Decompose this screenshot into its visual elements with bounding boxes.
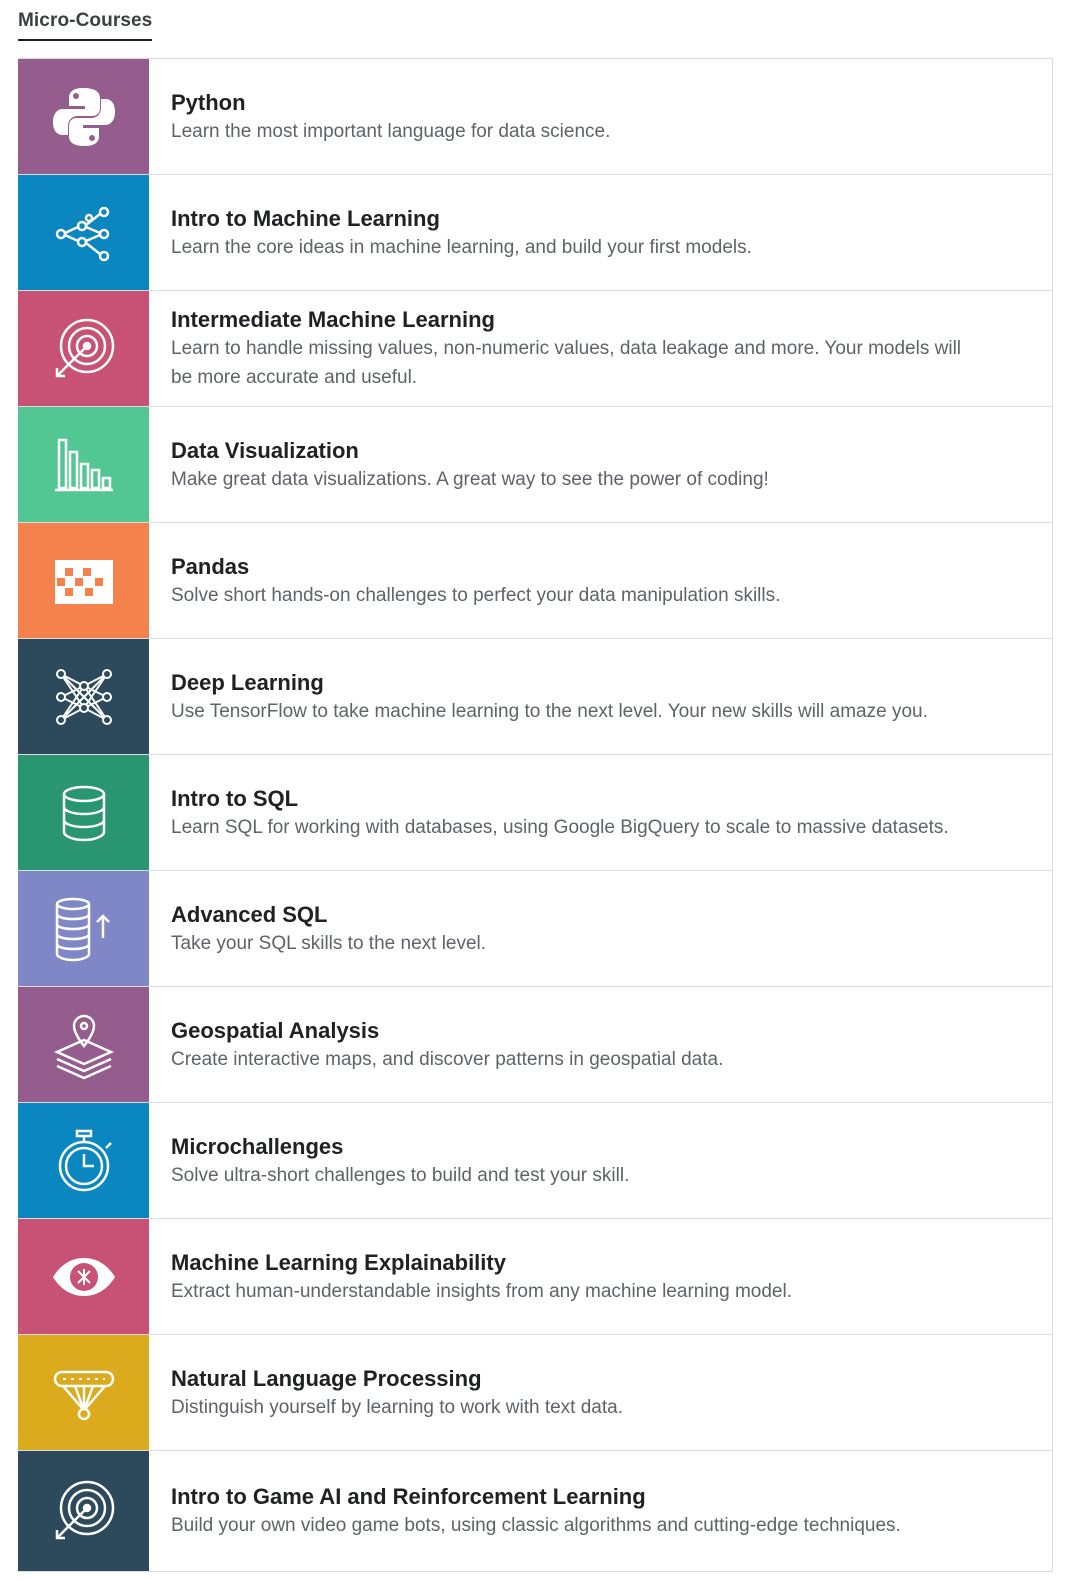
course-description: Solve short hands-on challenges to perfect your data manipulation skills. — [171, 584, 781, 606]
course-tile — [18, 523, 149, 638]
course-description: Learn SQL for working with databases, using Google BigQuery to scale to massive datasets. — [171, 816, 949, 838]
course-description: Solve ultra-short challenges to build and test your skill. — [171, 1164, 630, 1186]
course-description: Create interactive maps, and discover patterns in geospatial data. — [171, 1048, 724, 1070]
course-row-intermediate-ml[interactable] — [18, 291, 1052, 407]
course-description: Learn the core ideas in machine learning, and build your first models. — [171, 236, 752, 258]
course-row-intro-sql[interactable] — [18, 755, 1052, 871]
course-list — [18, 58, 1053, 1572]
course-title[interactable]: Pandas — [171, 553, 250, 579]
network-graph-icon — [49, 198, 119, 268]
course-description: Take your SQL skills to the next level. — [171, 932, 487, 954]
course-tile — [18, 755, 149, 870]
course-title[interactable]: Intro to Machine Learning — [171, 205, 440, 231]
course-title[interactable]: Intro to SQL — [171, 785, 299, 811]
course-row-ml-explainability[interactable] — [18, 1219, 1052, 1335]
course-tile — [18, 1103, 149, 1218]
tab-micro-courses[interactable]: Micro-Courses — [18, 0, 152, 41]
course-row-advanced-sql[interactable] — [18, 871, 1052, 987]
course-row-intro-ml[interactable] — [18, 175, 1052, 291]
course-row-nlp[interactable] — [18, 1335, 1052, 1451]
course-description: Use TensorFlow to take machine learning to the next level. Your new skills will amaze you. — [171, 700, 928, 722]
course-description: Learn to handle missing values, non-numeric values, data leakage and more. Your models will be more accurate and useful. — [171, 338, 962, 388]
python-logo-icon — [49, 82, 119, 152]
course-tile — [18, 1335, 149, 1450]
database-icon — [49, 778, 119, 848]
course-title[interactable]: Natural Language Processing — [171, 1365, 482, 1391]
tab-bar — [18, 0, 152, 42]
course-description: Learn the most important language for data science. — [171, 120, 611, 142]
course-description: Distinguish yourself by learning to work with text data. — [171, 1396, 623, 1418]
course-description: Extract human-understandable insights from any machine learning model. — [171, 1280, 792, 1302]
course-title[interactable]: Machine Learning Explainability — [171, 1249, 506, 1275]
course-tile — [18, 871, 149, 986]
course-tile — [18, 291, 149, 406]
course-title[interactable]: Intro to Game AI and Reinforcement Learning — [171, 1484, 646, 1509]
course-row-microchallenges[interactable] — [18, 1103, 1052, 1219]
course-title[interactable]: Advanced SQL — [171, 901, 328, 927]
target-arrow-icon — [49, 1476, 119, 1546]
course-tile — [18, 1451, 149, 1571]
language-funnel-icon — [49, 1358, 119, 1428]
course-row-geospatial[interactable] — [18, 987, 1052, 1103]
bar-chart-icon — [49, 430, 119, 500]
course-title[interactable]: Geospatial Analysis — [171, 1017, 380, 1043]
course-tile — [18, 987, 149, 1102]
course-title[interactable]: Intermediate Machine Learning — [171, 307, 495, 332]
grid-table-icon — [49, 546, 119, 616]
course-row-python[interactable] — [18, 59, 1052, 175]
target-arrow-icon — [49, 314, 119, 384]
course-row-pandas[interactable] — [18, 523, 1052, 639]
database-up-arrow-icon — [49, 894, 119, 964]
course-tile — [18, 175, 149, 290]
course-tile — [18, 59, 149, 174]
course-title[interactable]: Deep Learning — [171, 669, 324, 695]
course-description: Build your own video game bots, using classic algorithms and cutting-edge techniques. — [171, 1515, 901, 1536]
map-layers-pin-icon — [49, 1010, 119, 1080]
course-title[interactable]: Data Visualization — [171, 437, 359, 463]
course-description: Make great data visualizations. A great way to see the power of coding! — [171, 468, 769, 490]
neural-network-icon — [49, 662, 119, 732]
course-title[interactable]: Microchallenges — [171, 1133, 344, 1159]
course-tile — [18, 1219, 149, 1334]
course-tile — [18, 407, 149, 522]
course-row-deep-learning[interactable] — [18, 639, 1052, 755]
eye-icon — [49, 1242, 119, 1312]
stopwatch-icon — [49, 1126, 119, 1196]
course-row-data-visualization[interactable] — [18, 407, 1052, 523]
course-row-game-ai[interactable] — [18, 1451, 1052, 1571]
course-title[interactable]: Python — [171, 89, 246, 115]
course-tile — [18, 639, 149, 754]
